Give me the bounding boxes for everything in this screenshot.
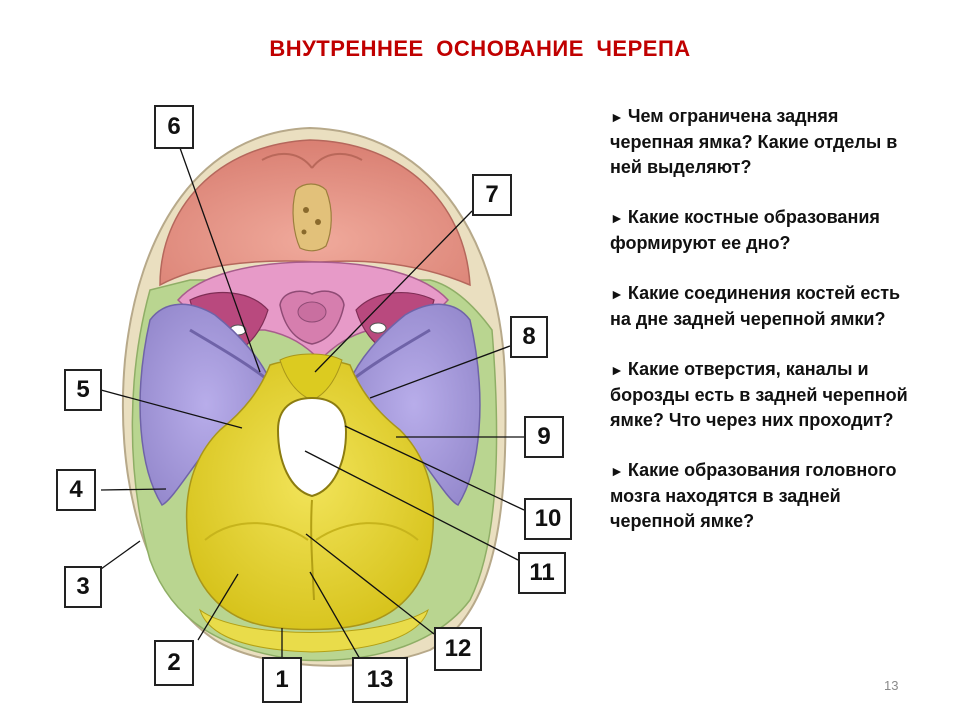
- page-number: 13: [884, 678, 899, 693]
- bullet-icon: ►: [610, 109, 624, 125]
- label-7: 7: [472, 174, 512, 216]
- bullet-icon: ►: [610, 286, 624, 302]
- label-1: 1: [262, 657, 302, 703]
- label-9: 9: [524, 416, 564, 458]
- bullet-icon: ►: [610, 463, 624, 479]
- label-3: 3: [64, 566, 102, 608]
- label-5: 5: [64, 369, 102, 411]
- label-12: 12: [434, 627, 482, 671]
- question-5: ► Какие образования головного мозга находятся в задней черепной ямке?: [610, 460, 897, 531]
- question-1: ► Чем ограничена задняя черепная ямка? Какие отделы в ней выделяют?: [610, 106, 898, 177]
- label-13: 13: [352, 657, 408, 703]
- label-8: 8: [510, 316, 548, 358]
- label-11: 11: [518, 552, 566, 594]
- bullet-icon: ►: [610, 210, 624, 226]
- ethmoid-bone: [293, 184, 331, 251]
- page-title: ВНУТРЕННЕЕ ОСНОВАНИЕ ЧЕРЕПА: [269, 36, 691, 61]
- question-2: ► Какие костные образования формируют ее дно?: [610, 207, 880, 253]
- questions-panel: [610, 104, 920, 559]
- label-2: 2: [154, 640, 194, 686]
- label-4: 4: [56, 469, 96, 511]
- label-10: 10: [524, 498, 572, 540]
- label-6: 6: [154, 105, 194, 149]
- question-3: ► Какие соединения костей есть на дне задней черепной ямки?: [610, 283, 901, 329]
- bullet-icon: ►: [610, 362, 624, 378]
- question-4: ► Какие отверстия, каналы и борозды есть в задней черепной ямке? Что через них проходит?: [610, 359, 908, 430]
